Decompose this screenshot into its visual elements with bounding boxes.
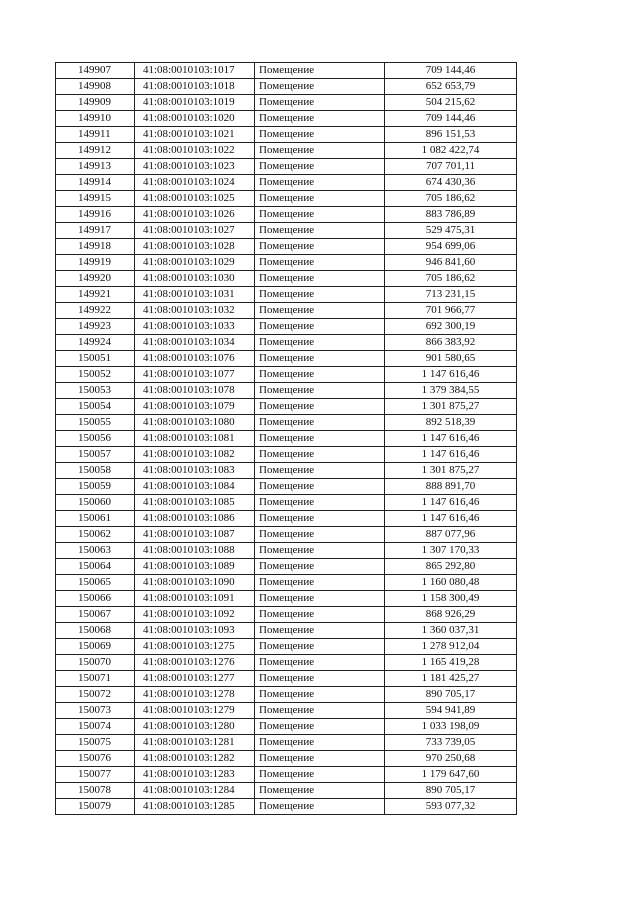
- row-number-cell: 149924: [56, 335, 135, 351]
- cadastral-value-cell: 1 181 425,27: [385, 671, 517, 687]
- cadastral-value-cell: 883 786,89: [385, 207, 517, 223]
- object-type-cell: Помещение: [255, 255, 385, 271]
- object-type-cell: Помещение: [255, 63, 385, 79]
- cadastral-number-cell: 41:08:0010103:1086: [135, 511, 255, 527]
- object-type-cell: Помещение: [255, 447, 385, 463]
- row-number-cell: 150057: [56, 447, 135, 463]
- table-row: [56, 559, 517, 575]
- cadastral-value-cell: 1 160 080,48: [385, 575, 517, 591]
- row-number-cell: 150052: [56, 367, 135, 383]
- cadastral-value-cell: 896 151,53: [385, 127, 517, 143]
- table-row: [56, 399, 517, 415]
- object-type-cell: Помещение: [255, 687, 385, 703]
- table-body: [56, 63, 517, 815]
- table-row: [56, 351, 517, 367]
- cadastral-number-cell: 41:08:0010103:1089: [135, 559, 255, 575]
- cadastral-value-cell: 733 739,05: [385, 735, 517, 751]
- cadastral-value-table: [55, 62, 517, 815]
- table-row: [56, 639, 517, 655]
- row-number-cell: 150070: [56, 655, 135, 671]
- cadastral-value-cell: 701 966,77: [385, 303, 517, 319]
- row-number-cell: 149909: [56, 95, 135, 111]
- row-number-cell: 150077: [56, 767, 135, 783]
- cadastral-value-cell: 1 360 037,31: [385, 623, 517, 639]
- cadastral-value-cell: 1 278 912,04: [385, 639, 517, 655]
- object-type-cell: Помещение: [255, 671, 385, 687]
- cadastral-value-cell: 692 300,19: [385, 319, 517, 335]
- table-row: [56, 511, 517, 527]
- cadastral-number-cell: 41:08:0010103:1091: [135, 591, 255, 607]
- cadastral-value-cell: 529 475,31: [385, 223, 517, 239]
- object-type-cell: Помещение: [255, 223, 385, 239]
- object-type-cell: Помещение: [255, 415, 385, 431]
- cadastral-number-cell: 41:08:0010103:1087: [135, 527, 255, 543]
- object-type-cell: Помещение: [255, 511, 385, 527]
- row-number-cell: 150068: [56, 623, 135, 639]
- table-row: [56, 271, 517, 287]
- object-type-cell: Помещение: [255, 575, 385, 591]
- row-number-cell: 150055: [56, 415, 135, 431]
- row-number-cell: 150066: [56, 591, 135, 607]
- cadastral-number-cell: 41:08:0010103:1026: [135, 207, 255, 223]
- row-number-cell: 150076: [56, 751, 135, 767]
- cadastral-number-cell: 41:08:0010103:1284: [135, 783, 255, 799]
- object-type-cell: Помещение: [255, 95, 385, 111]
- table-row: [56, 447, 517, 463]
- cadastral-number-cell: 41:08:0010103:1083: [135, 463, 255, 479]
- cadastral-value-cell: 890 705,17: [385, 783, 517, 799]
- row-number-cell: 150051: [56, 351, 135, 367]
- cadastral-number-cell: 41:08:0010103:1079: [135, 399, 255, 415]
- table-row: [56, 767, 517, 783]
- cadastral-number-cell: 41:08:0010103:1029: [135, 255, 255, 271]
- object-type-cell: Помещение: [255, 319, 385, 335]
- row-number-cell: 149922: [56, 303, 135, 319]
- row-number-cell: 150059: [56, 479, 135, 495]
- row-number-cell: 149919: [56, 255, 135, 271]
- object-type-cell: Помещение: [255, 719, 385, 735]
- cadastral-number-cell: 41:08:0010103:1285: [135, 799, 255, 815]
- object-type-cell: Помещение: [255, 127, 385, 143]
- cadastral-value-cell: 970 250,68: [385, 751, 517, 767]
- row-number-cell: 150072: [56, 687, 135, 703]
- object-type-cell: Помещение: [255, 751, 385, 767]
- cadastral-number-cell: 41:08:0010103:1088: [135, 543, 255, 559]
- row-number-cell: 149920: [56, 271, 135, 287]
- table-row: [56, 223, 517, 239]
- cadastral-value-cell: 1 301 875,27: [385, 399, 517, 415]
- table-row: [56, 191, 517, 207]
- object-type-cell: Помещение: [255, 367, 385, 383]
- table-row: [56, 335, 517, 351]
- row-number-cell: 150053: [56, 383, 135, 399]
- table-row: [56, 239, 517, 255]
- cadastral-value-cell: 504 215,62: [385, 95, 517, 111]
- row-number-cell: 149923: [56, 319, 135, 335]
- table-row: [56, 255, 517, 271]
- object-type-cell: Помещение: [255, 591, 385, 607]
- cadastral-number-cell: 41:08:0010103:1280: [135, 719, 255, 735]
- table-row: [56, 415, 517, 431]
- table-row: [56, 95, 517, 111]
- cadastral-value-cell: 887 077,96: [385, 527, 517, 543]
- table-row: [56, 751, 517, 767]
- cadastral-number-cell: 41:08:0010103:1282: [135, 751, 255, 767]
- table-row: [56, 687, 517, 703]
- cadastral-value-cell: 1 179 647,60: [385, 767, 517, 783]
- row-number-cell: 150071: [56, 671, 135, 687]
- row-number-cell: 149912: [56, 143, 135, 159]
- cadastral-number-cell: 41:08:0010103:1022: [135, 143, 255, 159]
- object-type-cell: Помещение: [255, 287, 385, 303]
- row-number-cell: 150060: [56, 495, 135, 511]
- cadastral-value-cell: 866 383,92: [385, 335, 517, 351]
- row-number-cell: 150073: [56, 703, 135, 719]
- row-number-cell: 150074: [56, 719, 135, 735]
- cadastral-number-cell: 41:08:0010103:1024: [135, 175, 255, 191]
- object-type-cell: Помещение: [255, 79, 385, 95]
- cadastral-number-cell: 41:08:0010103:1025: [135, 191, 255, 207]
- cadastral-number-cell: 41:08:0010103:1023: [135, 159, 255, 175]
- object-type-cell: Помещение: [255, 111, 385, 127]
- object-type-cell: Помещение: [255, 271, 385, 287]
- cadastral-number-cell: 41:08:0010103:1081: [135, 431, 255, 447]
- object-type-cell: Помещение: [255, 735, 385, 751]
- cadastral-value-cell: 709 144,46: [385, 63, 517, 79]
- table-row: [56, 799, 517, 815]
- cadastral-number-cell: 41:08:0010103:1030: [135, 271, 255, 287]
- cadastral-number-cell: 41:08:0010103:1077: [135, 367, 255, 383]
- cadastral-value-cell: 1 147 616,46: [385, 367, 517, 383]
- cadastral-number-cell: 41:08:0010103:1082: [135, 447, 255, 463]
- object-type-cell: Помещение: [255, 543, 385, 559]
- table-row: [56, 527, 517, 543]
- cadastral-value-cell: 713 231,15: [385, 287, 517, 303]
- row-number-cell: 150064: [56, 559, 135, 575]
- cadastral-number-cell: 41:08:0010103:1093: [135, 623, 255, 639]
- table-row: [56, 383, 517, 399]
- row-number-cell: 150067: [56, 607, 135, 623]
- cadastral-number-cell: 41:08:0010103:1019: [135, 95, 255, 111]
- cadastral-number-cell: 41:08:0010103:1076: [135, 351, 255, 367]
- table-row: [56, 319, 517, 335]
- row-number-cell: 149917: [56, 223, 135, 239]
- object-type-cell: Помещение: [255, 767, 385, 783]
- table-row: [56, 207, 517, 223]
- table-row: [56, 783, 517, 799]
- row-number-cell: 149907: [56, 63, 135, 79]
- row-number-cell: 150065: [56, 575, 135, 591]
- table-row: [56, 703, 517, 719]
- cadastral-value-cell: 709 144,46: [385, 111, 517, 127]
- table-row: [56, 63, 517, 79]
- row-number-cell: 149908: [56, 79, 135, 95]
- row-number-cell: 149918: [56, 239, 135, 255]
- cadastral-value-cell: 1 301 875,27: [385, 463, 517, 479]
- row-number-cell: 150078: [56, 783, 135, 799]
- object-type-cell: Помещение: [255, 303, 385, 319]
- cadastral-number-cell: 41:08:0010103:1092: [135, 607, 255, 623]
- cadastral-value-cell: 705 186,62: [385, 191, 517, 207]
- cadastral-number-cell: 41:08:0010103:1084: [135, 479, 255, 495]
- row-number-cell: 149921: [56, 287, 135, 303]
- table-row: [56, 431, 517, 447]
- cadastral-number-cell: 41:08:0010103:1017: [135, 63, 255, 79]
- cadastral-number-cell: 41:08:0010103:1018: [135, 79, 255, 95]
- row-number-cell: 150058: [56, 463, 135, 479]
- cadastral-value-cell: 1 147 616,46: [385, 447, 517, 463]
- row-number-cell: 150075: [56, 735, 135, 751]
- cadastral-number-cell: 41:08:0010103:1080: [135, 415, 255, 431]
- cadastral-number-cell: 41:08:0010103:1085: [135, 495, 255, 511]
- cadastral-value-cell: 593 077,32: [385, 799, 517, 815]
- table-row: [56, 175, 517, 191]
- object-type-cell: Помещение: [255, 431, 385, 447]
- cadastral-value-cell: 1 165 419,28: [385, 655, 517, 671]
- table-row: [56, 367, 517, 383]
- row-number-cell: 150079: [56, 799, 135, 815]
- cadastral-number-cell: 41:08:0010103:1032: [135, 303, 255, 319]
- cadastral-number-cell: 41:08:0010103:1031: [135, 287, 255, 303]
- table-row: [56, 127, 517, 143]
- table-row: [56, 111, 517, 127]
- object-type-cell: Помещение: [255, 335, 385, 351]
- table-row: [56, 623, 517, 639]
- table-row: [56, 143, 517, 159]
- row-number-cell: 150061: [56, 511, 135, 527]
- cadastral-value-cell: 1 307 170,33: [385, 543, 517, 559]
- table-row: [56, 543, 517, 559]
- cadastral-value-cell: 892 518,39: [385, 415, 517, 431]
- cadastral-number-cell: 41:08:0010103:1021: [135, 127, 255, 143]
- object-type-cell: Помещение: [255, 159, 385, 175]
- table-row: [56, 607, 517, 623]
- cadastral-number-cell: 41:08:0010103:1276: [135, 655, 255, 671]
- cadastral-value-cell: 954 699,06: [385, 239, 517, 255]
- object-type-cell: Помещение: [255, 351, 385, 367]
- cadastral-number-cell: 41:08:0010103:1281: [135, 735, 255, 751]
- object-type-cell: Помещение: [255, 479, 385, 495]
- cadastral-value-cell: 1 082 422,74: [385, 143, 517, 159]
- cadastral-value-cell: 1 158 300,49: [385, 591, 517, 607]
- object-type-cell: Помещение: [255, 399, 385, 415]
- row-number-cell: 150062: [56, 527, 135, 543]
- object-type-cell: Помещение: [255, 383, 385, 399]
- cadastral-number-cell: 41:08:0010103:1090: [135, 575, 255, 591]
- cadastral-value-cell: 946 841,60: [385, 255, 517, 271]
- cadastral-number-cell: 41:08:0010103:1283: [135, 767, 255, 783]
- cadastral-value-cell: 890 705,17: [385, 687, 517, 703]
- row-number-cell: 149916: [56, 207, 135, 223]
- table-row: [56, 79, 517, 95]
- object-type-cell: Помещение: [255, 463, 385, 479]
- object-type-cell: Помещение: [255, 783, 385, 799]
- cadastral-value-cell: 1 379 384,55: [385, 383, 517, 399]
- table-row: [56, 591, 517, 607]
- object-type-cell: Помещение: [255, 559, 385, 575]
- cadastral-value-cell: 901 580,65: [385, 351, 517, 367]
- object-type-cell: Помещение: [255, 623, 385, 639]
- row-number-cell: 150054: [56, 399, 135, 415]
- cadastral-value-cell: 1 147 616,46: [385, 495, 517, 511]
- cadastral-value-cell: 705 186,62: [385, 271, 517, 287]
- table-row: [56, 463, 517, 479]
- object-type-cell: Помещение: [255, 239, 385, 255]
- cadastral-number-cell: 41:08:0010103:1020: [135, 111, 255, 127]
- cadastral-number-cell: 41:08:0010103:1078: [135, 383, 255, 399]
- cadastral-number-cell: 41:08:0010103:1027: [135, 223, 255, 239]
- row-number-cell: 150069: [56, 639, 135, 655]
- object-type-cell: Помещение: [255, 799, 385, 815]
- object-type-cell: Помещение: [255, 703, 385, 719]
- row-number-cell: 149911: [56, 127, 135, 143]
- table-row: [56, 159, 517, 175]
- cadastral-number-cell: 41:08:0010103:1279: [135, 703, 255, 719]
- object-type-cell: Помещение: [255, 191, 385, 207]
- object-type-cell: Помещение: [255, 143, 385, 159]
- cadastral-value-cell: 674 430,36: [385, 175, 517, 191]
- cadastral-value-cell: 1 147 616,46: [385, 511, 517, 527]
- table-row: [56, 655, 517, 671]
- object-type-cell: Помещение: [255, 527, 385, 543]
- row-number-cell: 150056: [56, 431, 135, 447]
- table-row: [56, 303, 517, 319]
- table-row: [56, 479, 517, 495]
- table-row: [56, 671, 517, 687]
- cadastral-value-cell: 652 653,79: [385, 79, 517, 95]
- cadastral-number-cell: 41:08:0010103:1275: [135, 639, 255, 655]
- object-type-cell: Помещение: [255, 607, 385, 623]
- object-type-cell: Помещение: [255, 207, 385, 223]
- table-row: [56, 719, 517, 735]
- cadastral-value-cell: 888 891,70: [385, 479, 517, 495]
- table-row: [56, 735, 517, 751]
- cadastral-number-cell: 41:08:0010103:1034: [135, 335, 255, 351]
- table-row: [56, 287, 517, 303]
- cadastral-value-cell: 707 701,11: [385, 159, 517, 175]
- object-type-cell: Помещение: [255, 639, 385, 655]
- cadastral-value-cell: 1 147 616,46: [385, 431, 517, 447]
- row-number-cell: 149915: [56, 191, 135, 207]
- row-number-cell: 149910: [56, 111, 135, 127]
- cadastral-number-cell: 41:08:0010103:1278: [135, 687, 255, 703]
- object-type-cell: Помещение: [255, 175, 385, 191]
- cadastral-number-cell: 41:08:0010103:1277: [135, 671, 255, 687]
- row-number-cell: 149913: [56, 159, 135, 175]
- cadastral-value-cell: 865 292,80: [385, 559, 517, 575]
- object-type-cell: Помещение: [255, 495, 385, 511]
- cadastral-value-cell: 868 926,29: [385, 607, 517, 623]
- cadastral-value-cell: 594 941,89: [385, 703, 517, 719]
- table-row: [56, 495, 517, 511]
- row-number-cell: 149914: [56, 175, 135, 191]
- row-number-cell: 150063: [56, 543, 135, 559]
- object-type-cell: Помещение: [255, 655, 385, 671]
- cadastral-number-cell: 41:08:0010103:1028: [135, 239, 255, 255]
- table-row: [56, 575, 517, 591]
- cadastral-value-cell: 1 033 198,09: [385, 719, 517, 735]
- cadastral-number-cell: 41:08:0010103:1033: [135, 319, 255, 335]
